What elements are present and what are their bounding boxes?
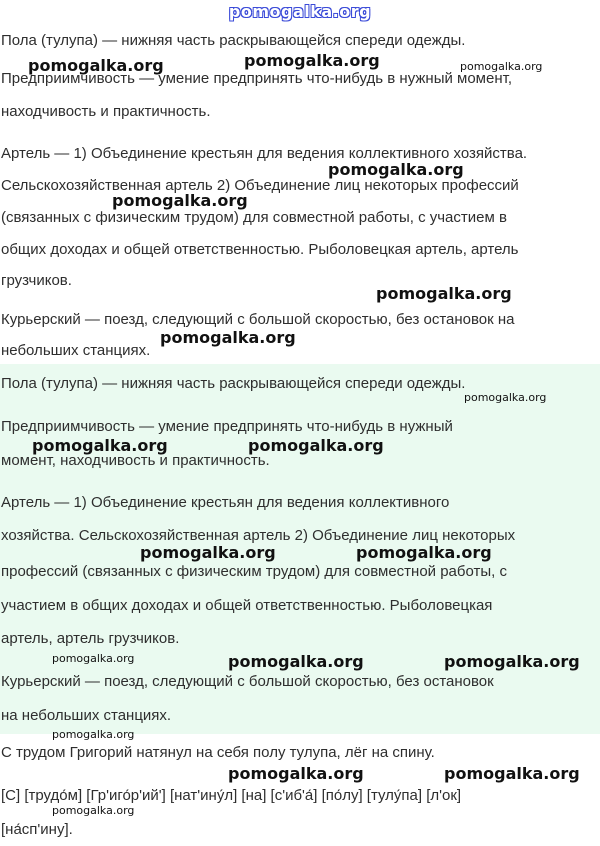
text-block-transcription — [0, 734, 600, 846]
watermark: pomogalka.org — [112, 191, 248, 210]
text-line: момент, находчивость и практичность. — [1, 452, 270, 469]
watermark: pomogalka.org — [228, 764, 364, 783]
watermark: pomogalka.org — [140, 543, 276, 562]
watermark: pomogalka.org — [52, 652, 135, 665]
text-line: профессий (связанных с физическим трудом) для совместной работы, с — [1, 563, 507, 580]
site-logo[interactable]: pomogalka.org — [228, 2, 372, 21]
watermark: pomogalka.org — [160, 328, 296, 347]
text-line: Предприимчивость — умение предпринять что-нибудь в нужный — [1, 418, 453, 435]
watermark: pomogalka.org — [28, 56, 164, 75]
site-header — [0, 0, 600, 24]
watermark: pomogalka.org — [52, 728, 135, 741]
watermark: pomogalka.org — [52, 804, 135, 817]
text-line: Предприимчивость — умение предпринять что-нибудь в нужный момент, — [1, 70, 512, 87]
text-line: небольших станциях. — [1, 342, 151, 359]
text-line: С трудом Григорий натянул на себя полу тулупа, лёг на спину. — [1, 744, 435, 761]
watermark: pomogalka.org — [460, 60, 543, 73]
text-line: Пола (тулупа) — нижняя часть раскрывающейся спереди одежды. — [1, 32, 466, 49]
watermark: pomogalka.org — [32, 436, 168, 455]
text-line: (связанных с физическим трудом) для совместной работы, с участием в — [1, 209, 507, 226]
text-line: Артель — 1) Объединение крестьян для ведения коллективного хозяйства. — [1, 145, 528, 162]
text-line: Курьерский — поезд, следующий с большой скоростью, без остановок — [1, 673, 494, 690]
text-line: грузчиков. — [1, 272, 72, 289]
text-line: Пола (тулупа) — нижняя часть раскрывающейся спереди одежды. — [1, 375, 466, 392]
watermark: pomogalka.org — [444, 764, 580, 783]
text-line: Сельскохозяйственная артель 2) Объединение лиц некоторых профессий — [1, 177, 519, 194]
text-line: хозяйства. Сельскохозяйственная артель 2) Объединение лиц некоторых — [1, 527, 516, 544]
watermark: pomogalka.org — [464, 391, 547, 404]
text-line: артель, артель грузчиков. — [1, 630, 180, 647]
text-line: на небольших станциях. — [1, 707, 172, 724]
watermark: pomogalka.org — [228, 652, 364, 671]
watermark: pomogalka.org — [328, 160, 464, 179]
watermark: pomogalka.org — [444, 652, 580, 671]
watermark: pomogalka.org — [356, 543, 492, 562]
watermark: pomogalka.org — [244, 51, 380, 70]
text-line: Артель — 1) Объединение крестьян для ведения коллективного — [1, 494, 450, 511]
text-block-original — [0, 24, 600, 364]
text-block-answer — [0, 364, 600, 734]
text-line: общих доходах и общей ответственностью. Рыболовецкая артель, артель — [1, 241, 519, 258]
transcription-line: [С] [трудо́м] [Гр'иго́р'ий'] [нат'ину́л] [на] [с'иб'а́] [по́лу] [тулу́па] [л'ок] — [1, 787, 462, 804]
watermark: pomogalka.org — [248, 436, 384, 455]
text-line: Курьерский — поезд, следующий с большой скоростью, без остановок на — [1, 311, 515, 328]
transcription-line: [на́сп'ину]. — [1, 821, 73, 838]
text-line: участием в общих доходах и общей ответственностью. Рыболовецкая — [1, 597, 493, 614]
watermark: pomogalka.org — [376, 284, 512, 303]
text-line: находчивость и практичность. — [1, 103, 211, 120]
